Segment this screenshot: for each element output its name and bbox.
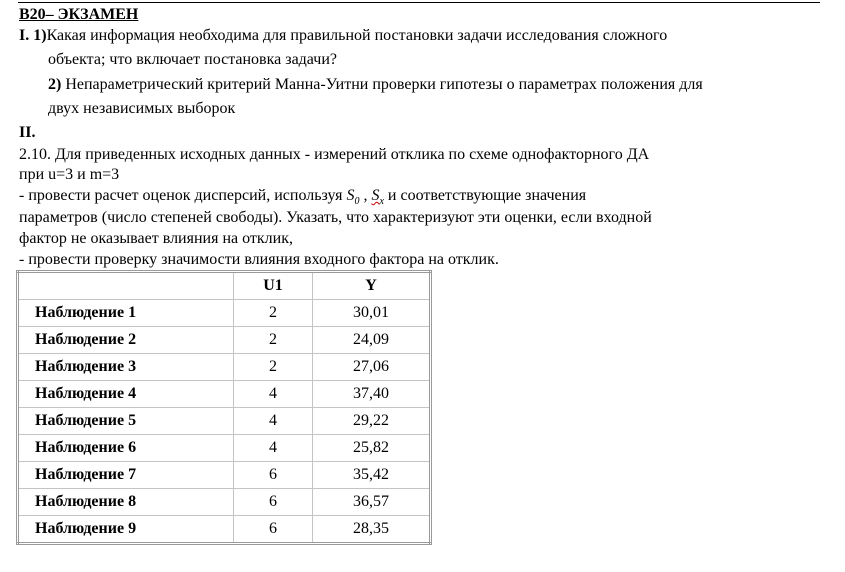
row-u1: 4 xyxy=(234,408,313,435)
task-line-3-end: и соответствующие значения xyxy=(383,187,587,204)
task-line-4: параметров (число степеней свободы). Указать, что характеризуют эти оценки, если входной xyxy=(19,209,652,226)
row-label: Наблюдение 4 xyxy=(18,381,234,408)
task-line-2: при u=3 и m=3 xyxy=(19,166,120,183)
section-2-label: II. xyxy=(19,124,36,141)
row-u1: 6 xyxy=(234,489,313,516)
question-2-line-2: двух независимых выборок xyxy=(48,100,236,117)
header-empty xyxy=(18,272,234,300)
table-row xyxy=(18,516,431,544)
row-label: Наблюдение 3 xyxy=(18,354,234,381)
table-row xyxy=(18,300,431,327)
task-line-1: 2.10. Для приведенных исходных данных - измерений отклика по схеме однофакторного ДА xyxy=(19,146,650,163)
table-row xyxy=(18,354,431,381)
question-1-line-2: объекта; что включает постановка задачи? xyxy=(48,51,337,68)
table-row xyxy=(18,408,431,435)
row-y: 25,82 xyxy=(313,435,431,462)
row-y: 37,40 xyxy=(313,381,431,408)
top-rule xyxy=(18,2,820,3)
row-label: Наблюдение 8 xyxy=(18,489,234,516)
section-1-label: I. xyxy=(19,27,30,44)
row-y: 27,06 xyxy=(313,354,431,381)
row-label: Наблюдение 7 xyxy=(18,462,234,489)
header-y: Y xyxy=(313,272,431,300)
table-row xyxy=(18,327,431,354)
question-1-number: 1) xyxy=(33,27,47,44)
table-row xyxy=(18,462,431,489)
task-line-3-start: - провести расчет оценок дисперсий, используя xyxy=(19,187,347,204)
row-u1: 4 xyxy=(234,435,313,462)
table-row xyxy=(18,435,431,462)
question-2-number: 2) xyxy=(48,76,62,93)
row-y: 30,01 xyxy=(313,300,431,327)
symbol-s0: $S_0$ xyxy=(346,187,360,208)
row-label: Наблюдение 5 xyxy=(18,408,234,435)
row-label: Наблюдение 2 xyxy=(18,327,234,354)
row-y: 36,57 xyxy=(313,489,431,516)
question-1-text: Какая информация необходима для правильной постановки задачи исследования сложного xyxy=(46,27,668,44)
symbol-sx: $S_x$ xyxy=(371,187,384,208)
row-label: Наблюдение 9 xyxy=(18,516,234,544)
row-y: 35,42 xyxy=(313,462,431,489)
row-label: Наблюдение 1 xyxy=(18,300,234,327)
table-header-row xyxy=(18,272,431,300)
table-row xyxy=(18,381,431,408)
separator: , xyxy=(359,187,372,204)
question-2-text: Непараметрический критерий Манна-Уитни проверки гипотезы о параметрах положения для xyxy=(61,76,703,93)
row-label: Наблюдение 6 xyxy=(18,435,234,462)
row-u1: 6 xyxy=(234,516,313,544)
row-y: 29,22 xyxy=(313,408,431,435)
task-line-6: - провести проверку значимости влияния входного фактора на отклик. xyxy=(19,251,499,268)
row-u1: 2 xyxy=(234,300,313,327)
task-line-5: фактор не оказывает влияния на отклик, xyxy=(19,230,293,247)
header-u1: U1 xyxy=(234,272,313,300)
row-u1: 2 xyxy=(234,354,313,381)
data-table xyxy=(16,270,432,545)
row-y: 28,35 xyxy=(313,516,431,544)
row-u1: 2 xyxy=(234,327,313,354)
page-title: В20– ЭКЗАМЕН xyxy=(19,6,139,23)
row-u1: 4 xyxy=(234,381,313,408)
question-1-line-1 xyxy=(19,26,667,46)
question-2-line-1 xyxy=(48,75,703,95)
row-y: 24,09 xyxy=(313,327,431,354)
table-row xyxy=(18,489,431,516)
row-u1: 6 xyxy=(234,462,313,489)
